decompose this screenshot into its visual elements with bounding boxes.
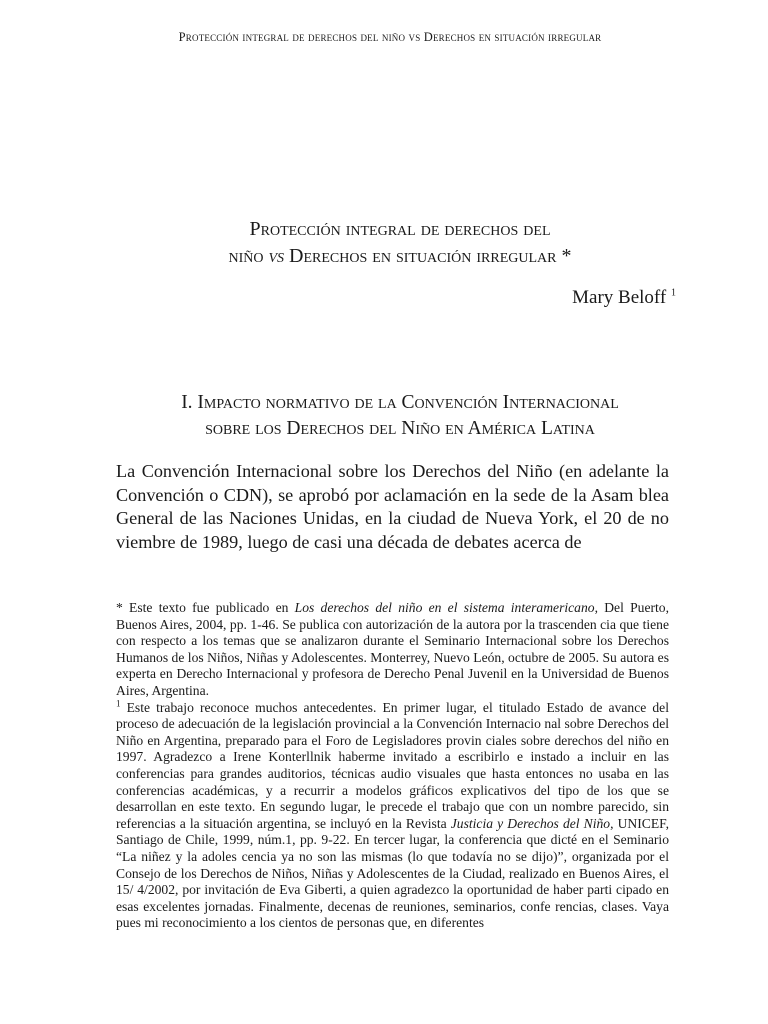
section-heading-line-1: I. Impacto normativo de la Convención Internacional (181, 392, 619, 413)
section-heading-line-2: sobre los Derechos del Niño en América Latina (205, 418, 595, 439)
footnote-star-book-title: Los derechos del niño en el sistema interamericano (294, 600, 595, 615)
article-title-vs: vs (268, 245, 285, 267)
running-header: Protección integral de derechos del niño vs Derechos en situación irregular (178, 30, 602, 44)
author-name-text: Mary Beloff (572, 287, 667, 308)
article-title-line-2-end: Derechos en situación irregular * (284, 245, 572, 267)
footnote-1 (116, 700, 669, 932)
footnote-star (116, 600, 669, 700)
article-title (100, 216, 700, 270)
footnote-star-text-start: * Este texto fue publicado en (116, 600, 295, 615)
article-title-line-1: Protección integral de derechos del (249, 218, 551, 240)
footnote-1-journal-title: Justicia y Derechos del Niño (450, 815, 611, 831)
section-heading (100, 390, 700, 442)
article-title-line-2-start: niño (228, 245, 269, 267)
footnote-star-text-end: , Del Puerto, Buenos Aires, 2004, pp. 1-46. Se publica con autorización de la autora por la trascenden cia que tiene con respecto a los temas que se analizaron durante el Seminario Internacional sobre los Derechos Humanos de los Niños, Niñas y Adolescentes. Monterrey, Nuevo León, octubre de 2005. Su autora es experta en Derecho Internacional y profesora de Derecho Penal Juvenil en la Universidad de Buenos Aires, Argentina. (116, 600, 669, 698)
author-footnote-mark: 1 (671, 287, 676, 299)
author-name (572, 286, 676, 310)
footnote-1-text-end: , UNICEF, Santiago de Chile, 1999, núm.1, pp. 9-22. En tercer lugar, la conferencia que dicté en el Seminario “La niñez y la adoles cencia ya no son las mismas (lo que todavía no se dijo)”, organizada por el Consejo de los Derechos de Niños, Niñas y Adolescentes de la Ciudad, realizado en Buenos Aires, el 15/ 4/2002, por invitación de Eva Giberti, a quien agradezco la oportunidad de haber parti cipado en esas excelentes jornadas. Finalmente, decenas de reuniones, seminarios, confe rencias, clases. Vaya pues mi reconocimiento a los cientos de personas que, en diferentes (116, 815, 669, 931)
footnotes (116, 600, 669, 932)
body-paragraph: La Convención Internacional sobre los Derechos del Niño (en adelante la Convención o CDN), se aprobó por aclamación en la sede de la Asam blea General de las Naciones Unidas, en la ciudad de Nueva York, el 20 de no viembre de 1989, luego de casi una década de debates acerca de (116, 461, 669, 552)
footnote-1-text-start: Este trabajo reconoce muchos antecedentes. En primer lugar, el titulado Estado de avance del proceso de adecuación de la legislación provincial a la Convención Internacio nal sobre Derechos del Niño en Argentina, preparado para el Foro de Legisladores provin ciales sobre derechos del niño en 1997. Agradezco a Irene Konterllnik haberme invitado a escribirlo e instado a incluir en las conferencias para grandes auditorios, técnicas audio visuales que hasta entonces no usaba en las conferencias académicas, y a recurrir a modelos gráficos explicativos del tipo de los que se desarrollan en este texto. En segundo lugar, le precede el trabajo que con un nombre parecido, sin referencias a la situación argentina, se incluyó en la Revista (116, 699, 669, 831)
footnote-1-mark: 1 (116, 698, 121, 709)
